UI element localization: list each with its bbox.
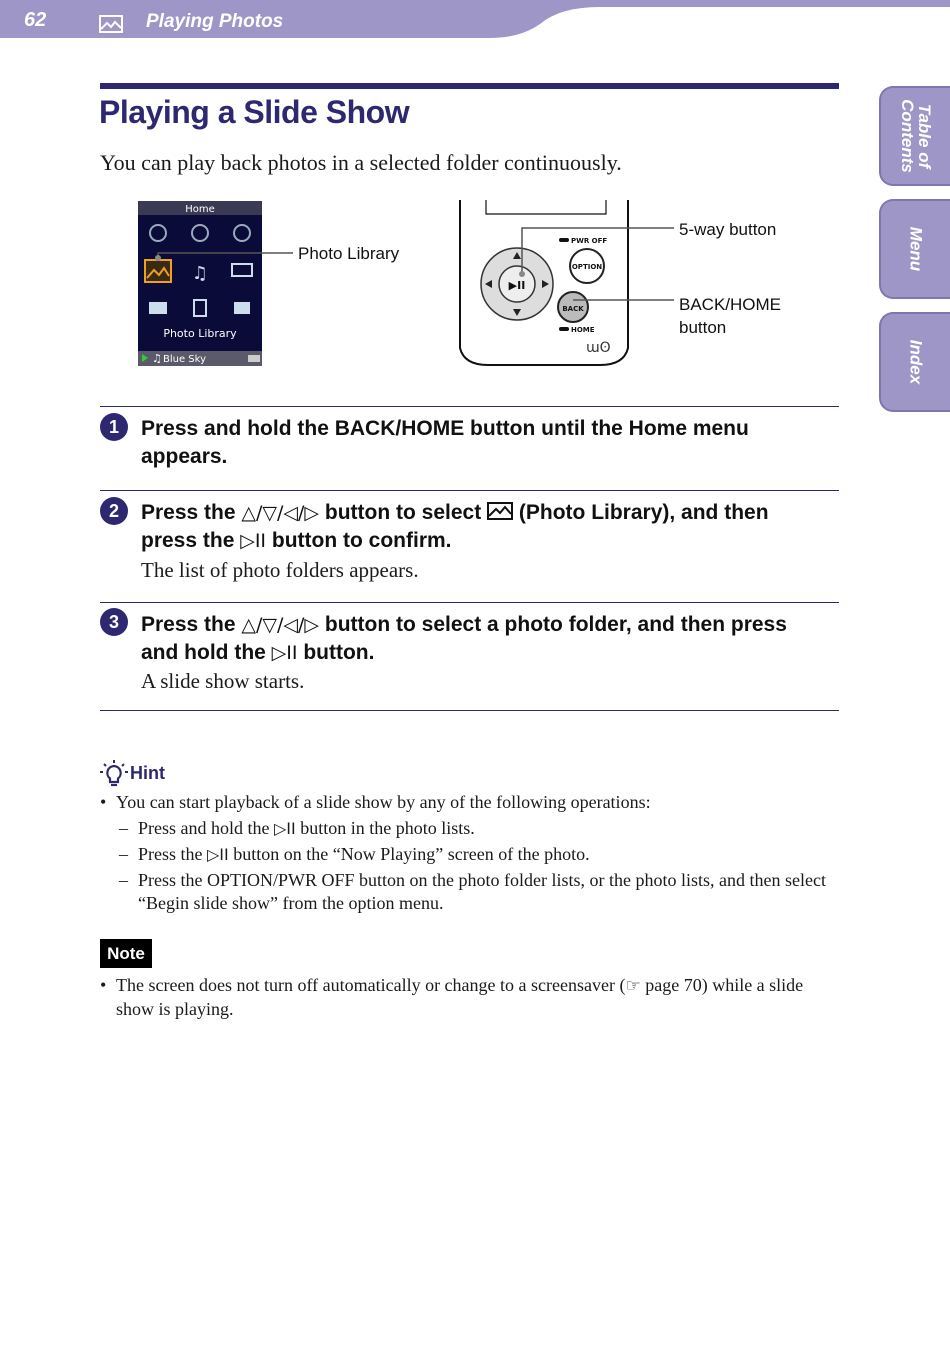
- hint-bullet: • You can start playback of a slide show by any of the following operations:: [100, 792, 651, 812]
- title-rule: [100, 83, 839, 89]
- note-label: Note: [100, 939, 152, 968]
- callout-photo-library: Photo Library: [298, 244, 400, 263]
- step-2-text: Press the △/▽/◁/▷ button to select (Photo Library), and then press the ▷II button to confirm.: [141, 501, 769, 552]
- svg-text:OPTION: OPTION: [571, 263, 603, 271]
- tab-label: Index: [906, 339, 925, 385]
- divider: [100, 490, 839, 491]
- svg-text:HOME: HOME: [571, 326, 595, 334]
- step-number: 2: [100, 497, 128, 525]
- svg-text:▶II: ▶II: [508, 279, 526, 292]
- step-3-text: Press the △/▽/◁/▷ button to select a photo folder, and then press and hold the ▷II button.: [141, 613, 787, 664]
- divider: [100, 406, 839, 407]
- page-ref-icon: ☞: [625, 976, 641, 996]
- hint-label: Hint: [130, 763, 165, 783]
- tab-menu[interactable]: [879, 199, 950, 299]
- callout-five-way-button: 5-way button: [679, 220, 777, 239]
- tab-index[interactable]: [879, 312, 950, 412]
- page-title: Playing a Slide Show: [99, 94, 410, 130]
- step-1-text: Press and hold the BACK/HOME button until the Home menu appears.: [141, 417, 749, 468]
- svg-text:ɯʘ: ɯʘ: [586, 340, 611, 356]
- tab-table-of-contents[interactable]: [879, 86, 950, 186]
- step-number: 1: [100, 413, 128, 441]
- section-title: Playing Photos: [146, 11, 284, 32]
- hint-item: – Press the ▷II button on the “Now Playing” screen of the photo.: [119, 844, 590, 864]
- device-illustration: [460, 200, 628, 365]
- callout-back-home-button: BACK/HOME button: [679, 295, 782, 337]
- step-3-result: A slide show starts.: [141, 669, 305, 693]
- intro-text: You can play back photos in a selected folder continuously.: [100, 150, 622, 175]
- step-number: 3: [100, 608, 128, 636]
- lightbulb-icon: [100, 760, 128, 788]
- tab-label: Table of Contents: [897, 99, 934, 173]
- tab-label: Menu: [906, 226, 925, 272]
- photo-icon: [99, 15, 123, 33]
- svg-text:PWR OFF: PWR OFF: [571, 237, 608, 245]
- svg-text:BACK: BACK: [562, 305, 584, 313]
- hint-item: – Press and hold the ▷II button in the photo lists.: [119, 818, 475, 838]
- svg-text:♫: ♫: [152, 352, 162, 365]
- home-screen-image: [138, 201, 262, 366]
- hint-item: – Press the OPTION/PWR OFF button on the photo folder lists, or the photo lists, and then select “Begin slide show” from the option menu.: [119, 870, 826, 913]
- divider: [100, 602, 839, 603]
- note-bullet: • The screen does not turn off automatically or change to a screensaver (☞ page 70) while a slide show is playing.: [100, 975, 804, 1019]
- divider: [100, 710, 839, 711]
- page-number: 62: [24, 9, 47, 31]
- step-2-result: The list of photo folders appears.: [141, 558, 419, 582]
- svg-text:♫: ♫: [191, 263, 209, 284]
- photo-icon: [487, 502, 513, 520]
- screen-status: Blue Sky: [163, 354, 207, 365]
- screen-caption: Photo Library: [163, 327, 237, 340]
- screen-top-label: Home: [185, 204, 215, 215]
- header-bar: [0, 0, 950, 40]
